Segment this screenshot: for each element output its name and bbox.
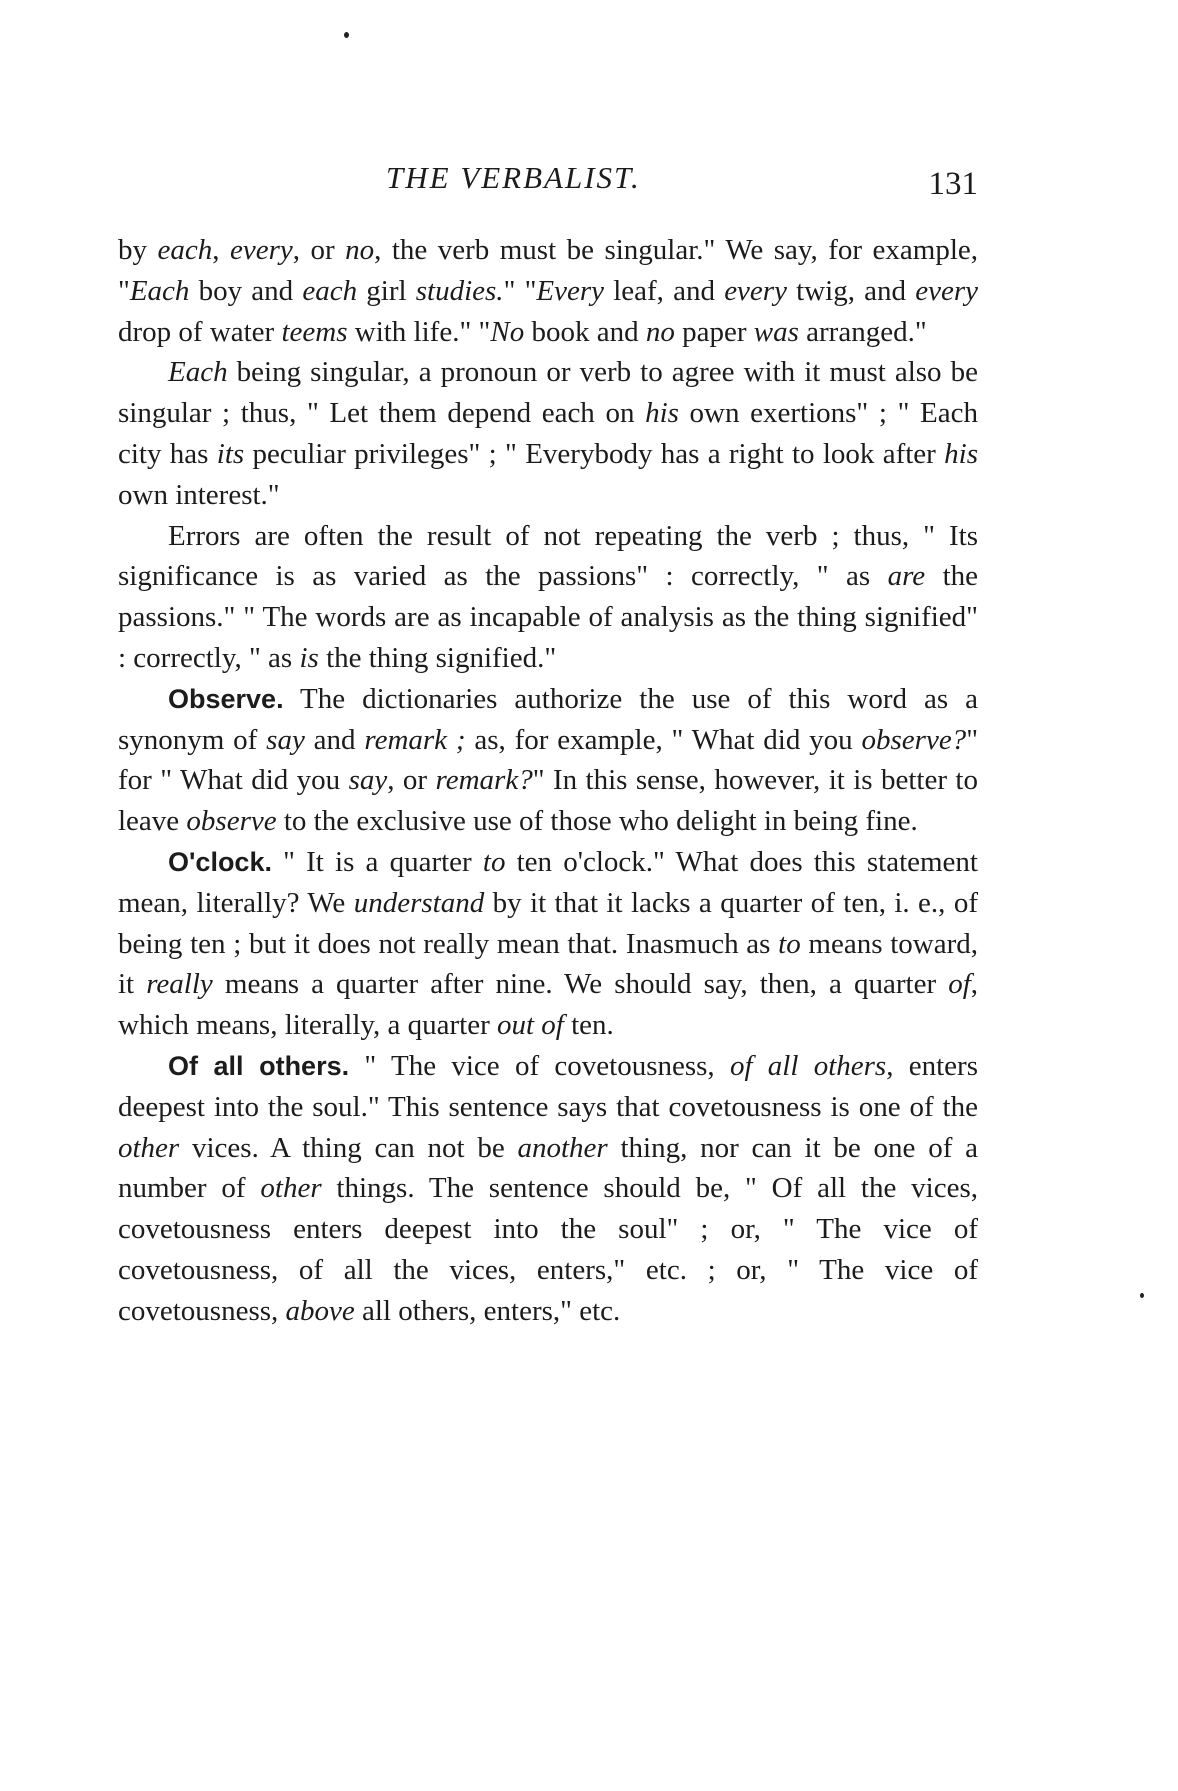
text-run: , the verb must be singular." We say, for example, "	[118, 234, 978, 307]
italic-run: to	[482, 845, 506, 878]
italic-run: his	[944, 437, 978, 470]
entry-observe	[118, 679, 978, 842]
text-run: " The vice of covetousness,	[349, 1049, 730, 1082]
page-header	[118, 158, 978, 208]
italic-run: no	[645, 315, 675, 348]
text-run: book and	[524, 315, 646, 348]
italic-run: was	[753, 315, 799, 348]
italic-run: studies.	[415, 274, 504, 307]
italic-run: remark ;	[364, 723, 466, 756]
italic-run: another	[517, 1131, 608, 1164]
paragraph-singular-with-each	[118, 230, 978, 352]
italic-run: Every	[536, 274, 605, 307]
italic-run: remark?	[435, 764, 533, 797]
italic-run: say	[348, 764, 388, 797]
text-run: " It is a quarter	[271, 845, 483, 878]
text-run: girl	[357, 274, 416, 307]
paragraph-repeating-verb	[118, 516, 978, 679]
text-run: , enters deepest into the soul." This sentence says that covetousness is one of the	[118, 1049, 978, 1123]
text-run: own exertions" ; " Each city has	[118, 397, 979, 470]
text-run: , or	[387, 764, 436, 797]
text-run: thing, nor can it be one of a number of	[118, 1131, 978, 1205]
printing-speck	[1140, 1293, 1144, 1298]
text-run: arranged."	[798, 315, 927, 348]
entry-oclock	[118, 842, 978, 1046]
entry-heading: Observe.	[168, 683, 284, 714]
italic-run: of	[948, 968, 971, 1001]
text-run: all others, enters," etc.	[354, 1294, 621, 1327]
text-run: " "	[503, 274, 537, 307]
text-run: , which means, literally, a quarter	[118, 968, 978, 1042]
text-run: to the exclusive use of those who delight in being fine.	[276, 805, 918, 838]
italic-run: to	[778, 927, 801, 960]
text-run: and	[304, 723, 365, 756]
text-run: , or	[292, 234, 346, 266]
italic-run: is	[299, 641, 319, 674]
text-run: Errors are often the result of not repeating the verb ; thus, " Its significance is as varied as the passions" : correctly, " as	[118, 519, 978, 593]
page-body	[118, 230, 978, 1332]
text-run: ten o'clock." What does this statement mean, literally? We	[118, 845, 978, 919]
page-number: 131	[928, 166, 978, 202]
text-run: by it that it lacks a quarter of ten, i. e., of being ten ; but it does not really mean that. Inasmuch as	[118, 886, 978, 960]
italic-run: observe	[186, 805, 277, 838]
italic-run: say	[266, 723, 305, 756]
text-run: " for " What did you	[118, 723, 979, 797]
running-title: THE VERBALIST.	[386, 160, 641, 195]
text-run: own interest."	[118, 478, 280, 511]
paragraph-each-singular	[118, 352, 978, 515]
text-run: the thing signified."	[318, 641, 557, 674]
italic-run: out of	[497, 1009, 564, 1042]
italic-run: No	[490, 315, 525, 348]
text-run: as, for example, " What did you	[465, 723, 862, 756]
italic-run: each	[157, 234, 213, 266]
italic-run: each	[302, 274, 358, 307]
italic-run: other	[260, 1172, 322, 1205]
italic-run: observe?	[861, 723, 967, 756]
text-run: means a quarter after nine. We should say, then, a quarter	[212, 968, 949, 1001]
text-run: being singular, a pronoun or verb to agree with it must also be singular ; thus, " Let them depend each on	[118, 356, 978, 430]
italic-run: understand	[353, 886, 485, 919]
italic-run: of all others	[729, 1049, 887, 1082]
text-run: ,	[212, 234, 230, 266]
italic-run: no	[345, 234, 375, 266]
italic-run: Each	[129, 274, 190, 307]
entry-of-all-others	[118, 1046, 978, 1332]
text-run: with life." "	[347, 315, 491, 348]
italic-run: his	[645, 397, 679, 430]
text-run: paper	[674, 315, 754, 348]
entry-heading: Of all others.	[168, 1050, 350, 1081]
entry-heading: O'clock.	[168, 846, 272, 877]
text-run: drop of water	[118, 315, 282, 348]
text-run: means toward, it	[118, 927, 978, 1001]
text-run: leaf, and	[604, 274, 725, 307]
italic-run: really	[146, 968, 213, 1001]
text-run: boy and	[189, 274, 303, 307]
text-run: by	[118, 234, 158, 266]
italic-run: every	[229, 234, 293, 266]
italic-run: are	[887, 560, 926, 593]
printing-speck	[344, 32, 349, 38]
italic-run: Each	[168, 356, 228, 389]
text-run: twig, and	[786, 274, 916, 307]
text-run: peculiar privileges" ; " Everybody has a right to look after	[244, 437, 945, 470]
text-run: the passions." " The words are as incapable of analysis as the thing signified" : correctly, " as	[118, 560, 978, 674]
italic-run: every	[915, 274, 978, 307]
italic-run: its	[216, 437, 245, 470]
italic-run: other	[118, 1131, 180, 1164]
italic-run: teems	[281, 315, 348, 348]
text-run: ten.	[563, 1009, 614, 1042]
text-run: The dictionaries authorize the use of this word as a synonym of	[118, 682, 978, 756]
text-run: " In this sense, however, it is better to leave	[118, 764, 978, 838]
text-run: things. The sentence should be, " Of all the vices, covetousness enters deepest into the soul" ; or, " The vice of covetousness, of all the vices, enters," etc. ; or, " The vice of covetousness,	[118, 1172, 978, 1327]
italic-run: above	[285, 1294, 355, 1327]
text-run: vices. A thing can not be	[179, 1131, 518, 1164]
italic-run: every	[724, 274, 787, 307]
